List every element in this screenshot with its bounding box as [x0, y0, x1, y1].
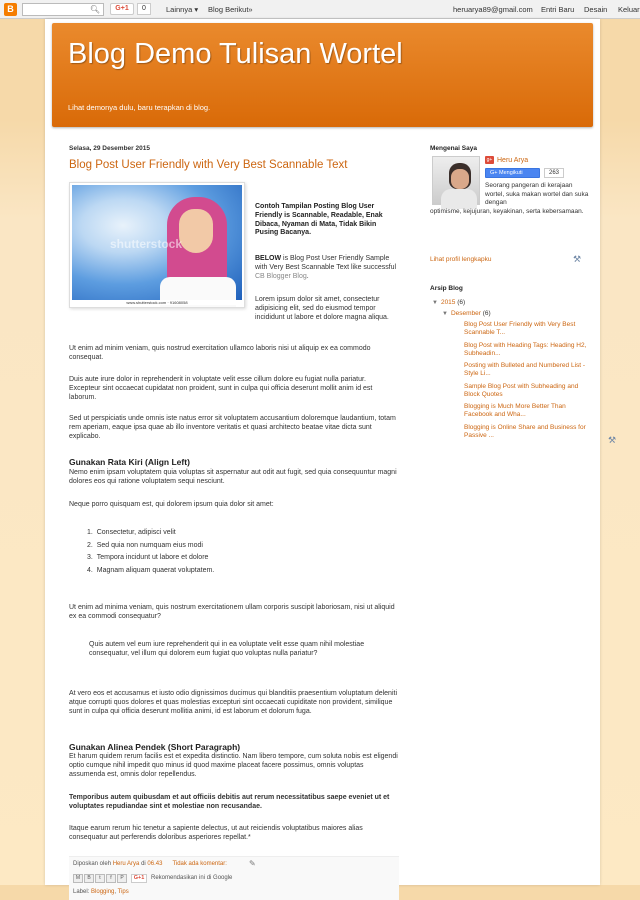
- paragraph-4: Nemo enim ipsam voluptatem quia voluptas sit aspernatur aut odit aut fugit, sed quia consequuntur magni dolores eos qui ratione voluptatem sequi nesciunt.: [69, 469, 397, 485]
- profile-description: Seorang pangeran di kerajaan wortel, suka makan wortel dan suka dengan optimisme, kejujuran, keyakinan, serta kebersamaan.: [430, 182, 589, 215]
- footer-gplus-button[interactable]: G+1: [131, 874, 147, 883]
- timestamp-link[interactable]: 06.43: [147, 861, 163, 867]
- blogthis-share-icon[interactable]: B: [84, 874, 94, 883]
- heading-short-paragraph: Gunakan Alinea Pendek (Short Paragraph): [69, 742, 241, 752]
- gplus-icon: g+: [486, 157, 493, 163]
- label-tips[interactable]: Tips: [117, 889, 129, 895]
- archive-post-3[interactable]: Posting with Bulleted and Numbered List - Style Li...: [464, 362, 586, 377]
- image-watermark: shutterstock: [110, 237, 183, 251]
- new-post-link[interactable]: Entri Baru: [541, 5, 575, 14]
- paragraph-2: Duis aute irure dolor in reprehenderit in voluptate velit esse cillum dolore eu fugiat nulla pariatur. Excepteur sint occaecat cupidatat non proident, sunt in culpa qui officia deserunt mollit anim id est laborum.: [69, 376, 373, 401]
- blog-outer: [45, 19, 617, 895]
- design-link[interactable]: Desain: [584, 5, 608, 14]
- archive-post-4[interactable]: Sample Blog Post with Subheading and Block Quotes: [464, 383, 579, 398]
- paragraph-7: At vero eos et accusamus et iusto odio dignissimos ducimus qui blanditiis praesentium voluptatum deleniti atque corrupti quos dolores et quas molestias excepturi sint occaecati cupiditate non provident, similique sunt in culpa qui officia deserunt mollitia animi, id est laborum et dolorum fuga.: [69, 690, 398, 715]
- archive-post-5[interactable]: Blogging is Much More Better Than Facebook and Wha...: [464, 403, 566, 418]
- post-footer: [69, 856, 399, 900]
- intro-bold: Contoh Tampilan Posting Blog User Friendly is Scannable, Readable, Enak Dibaca, Nyaman di Mata, Tidak Bikin Pusing Bacanya.: [255, 203, 383, 237]
- heading-align-left: Gunakan Rata Kiri (Align Left): [69, 457, 190, 467]
- search-icon[interactable]: 🔍︎: [89, 5, 100, 14]
- image-sky-background: [72, 185, 242, 301]
- gplus-button[interactable]: G+1: [110, 3, 134, 15]
- next-blog-link[interactable]: Blog Berikut»: [208, 5, 253, 14]
- archive-post-6[interactable]: Blogging is Online Share and Business for Passive ...: [464, 424, 586, 439]
- navbar-search-input[interactable]: [22, 3, 104, 16]
- gplus-count: 0: [137, 3, 151, 15]
- blogger-navbar: [0, 0, 640, 19]
- post-labels: Label: Blogging, Tips: [73, 889, 129, 895]
- numbered-list: [87, 529, 214, 579]
- archive-heading: Arsip Blog: [430, 285, 463, 292]
- list-item: 2. Sed quia non numquam eius modi: [87, 541, 203, 549]
- edit-widget-icon[interactable]: ⚒: [573, 254, 582, 264]
- post-meta: Diposkan oleh Heru Arya di 06.43 Tidak ada komentar:: [73, 861, 227, 867]
- intro-paragraph-3: Lorem ipsum dolor sit amet, consectetur adipisicing elit, sed do eiusmod tempor incididunt ut labore et dolore magna aliqua.: [255, 296, 389, 321]
- label-blogging[interactable]: Blogging: [91, 889, 115, 895]
- follow-button[interactable]: G+ Mengikuti: [485, 168, 540, 178]
- post-image[interactable]: [69, 182, 245, 308]
- post-date: Selasa, 29 Desember 2015: [69, 145, 150, 152]
- archive-post-1[interactable]: Blog Post User Friendly with Very Best Scannable T...: [464, 321, 576, 336]
- logout-link[interactable]: Keluar: [618, 5, 640, 14]
- email-share-icon[interactable]: M: [73, 874, 83, 883]
- recommend-text: Rekomendasikan ini di Google: [151, 875, 233, 881]
- share-buttons: [73, 874, 127, 883]
- block-quote: Quis autem vel eum iure reprehenderit qui in ea voluptate velit esse quam nihil molestiae consequatur, vel illum qui dolorem eum fugiat quo voluptas nulla pariatur?: [89, 641, 365, 657]
- intro-paragraph-2: BELOW is Blog Post User Friendly Sample with Very Best Scannable Text like successful CB Blogger Blog.: [255, 255, 397, 280]
- twitter-share-icon[interactable]: t: [95, 874, 105, 883]
- pinterest-share-icon[interactable]: P: [117, 874, 127, 883]
- profile-name[interactable]: g+ Heru Arya: [486, 156, 529, 164]
- paragraph-9: Temporibus autem quibusdam et aut officiis debitis aut rerum necessitatibus saepe eveniet ut et voluptates repudiandae sint et molestiae non recusandae.: [69, 794, 390, 810]
- archive-post-2[interactable]: Blog Post with Heading Tags: Heading H2, Subheadin...: [464, 342, 587, 357]
- more-menu[interactable]: Lainnya ▾: [166, 5, 199, 14]
- triangle-down-icon[interactable]: ▼: [442, 311, 448, 317]
- archive-month[interactable]: ▼ Desember (6): [442, 310, 491, 317]
- facebook-share-icon[interactable]: f: [106, 874, 116, 883]
- list-item: 3. Tempora incidunt ut labore et dolore: [87, 554, 209, 561]
- edit-pencil-icon[interactable]: ✎: [249, 859, 256, 868]
- paragraph-3: Sed ut perspiciatis unde omnis iste natus error sit voluptatem accusantium doloremque laudantium, totam rem aperiam, eaque ipsa quae ab illo inventore veritatis et quasi architecto beatae vitae dicta sunt explicabo.: [69, 415, 396, 440]
- list-item: 1. Consectetur, adipisci velit: [87, 529, 176, 536]
- blog-title[interactable]: Blog Demo Tulisan Wortel: [68, 38, 403, 70]
- list-item: 4. Magnam aliquam quaerat voluptatem.: [87, 566, 215, 574]
- about-heading: Mengenai Saya: [430, 145, 477, 152]
- profile-link[interactable]: Lihat profil lengkapku: [430, 256, 492, 263]
- archive-year[interactable]: ▼ 2015 (6): [432, 299, 466, 306]
- triangle-down-icon[interactable]: ▼: [432, 300, 438, 306]
- image-caption: www.shutterstock.com · 91608058: [72, 300, 242, 305]
- paragraph-1: Ut enim ad minim veniam, quis nostrud exercitation ullamco laboris nisi ut aliquip ex ea commodo consequat.: [69, 345, 371, 361]
- paragraph-8: Et harum quidem rerum facilis est et expedita distinctio. Nam libero tempore, cum soluta nobis est eligendi optio cumque nihil impedit quo minus id quod maxime placeat facere possimus, omnis voluptas assumenda est, omnis dolor repellendus.: [69, 753, 398, 778]
- face-shape: [179, 209, 213, 253]
- cb-blogger-link[interactable]: CB Blogger Blog: [255, 272, 307, 280]
- paragraph-6: Ut enim ad minima veniam, quis nostrum exercitationem ullam corporis suscipit laboriosam, nisi ut aliquid ex ea commodi consequatur?: [69, 604, 395, 620]
- post-title[interactable]: Blog Post User Friendly with Very Best Scannable Text: [69, 159, 348, 171]
- blog-header: [52, 23, 593, 127]
- author-link[interactable]: Heru Arya: [112, 861, 140, 867]
- follower-count: 263: [544, 168, 564, 178]
- paragraph-5: Neque porro quisquam est, qui dolorem ipsum quia dolor sit amet:: [69, 501, 274, 508]
- comments-link[interactable]: Tidak ada komentar:: [172, 861, 227, 867]
- edit-widget-icon[interactable]: ⚒: [608, 435, 617, 445]
- account-email[interactable]: heruarya89@gmail.com: [453, 5, 533, 14]
- blogger-logo-icon[interactable]: B: [4, 3, 17, 16]
- paragraph-10: Itaque earum rerum hic tenetur a sapiente delectus, ut aut reiciendis voluptatibus maiores alias consequatur aut perferendis doloribus asperiores repellat.*: [69, 825, 363, 841]
- blog-description: Lihat demonya dulu, baru terapkan di blog.: [68, 103, 211, 112]
